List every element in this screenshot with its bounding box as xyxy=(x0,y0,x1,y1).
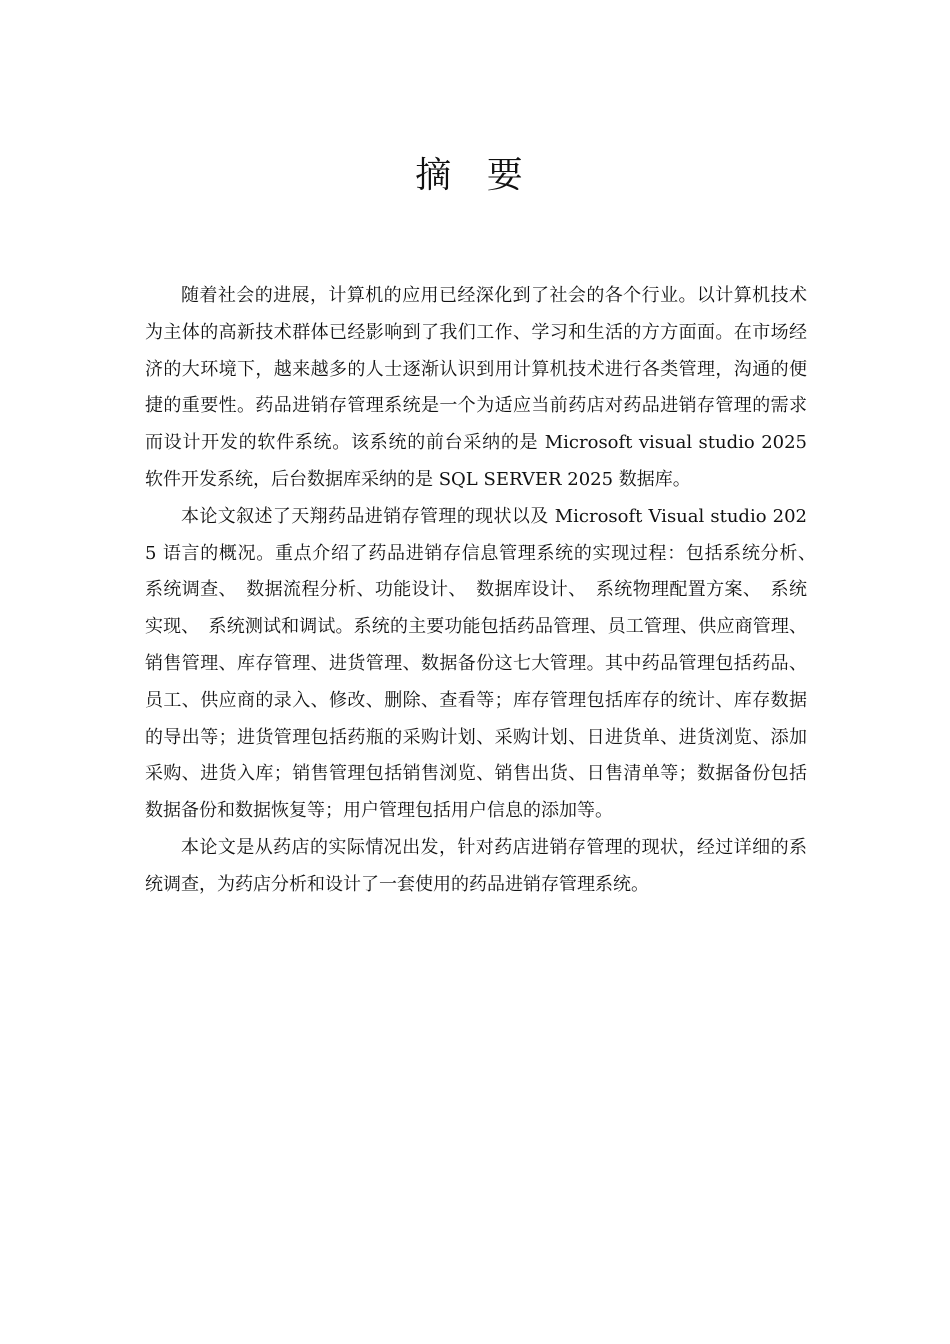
page-title: 摘 要 xyxy=(415,155,535,196)
abstract-paragraph-3: 本论文是从药店的实际情况出发，针对药店进销存管理的现状，经过详细的系统调查，为药店分析和设计了一套使用的药品进销存管理系统。 xyxy=(145,836,807,895)
abstract-paragraph-1: 随着社会的进展，计算机的应用已经深化到了社会的各个行业。以计算机技术为主体的高新技术群体已经影响到了我们工作、学习和生活的方方面面。在市场经济的大环境下，越来越多的人士逐渐认识到用计算机技术进行各类管理，沟通的便捷的重要性。药品进销存管理系统是一个为适应当前药店对药品进销存管理的需求而设计开发的软件系统。该系统的前台采纳的是 Microsoft visual studio 2025 软件开发系统，后台数据库采纳的是 SQL SERVER 2025 数据库。 xyxy=(145,285,807,490)
abstract-paragraph-2: 本论文叙述了天翔药品进销存管理的现状以及 Microsoft Visual studio 2025 语言的概况。重点介绍了药品进销存信息管理系统的实现过程：包括系统分析、 系统调查、 数据流程分析、功能设计、 数据库设计、 系统物理配置方案、 系统实现、 系统测试和调试。系统的主要功能包括药品管理、员工管理、供应商管理、销售管理、库存管理、进货管理、数据备份这七大管理。其中药品管理包括药品、员工、供应商的录入、修改、删除、查看等；库存管理包括库存的统计、库存数据的导出等；进货管理包括药瓶的采购计划、采购计划、日进货单、进货浏览、添加采购、进货入库；销售管理包括销售浏览、销售出货、日售清单等；数据备份包括数据备份和数据恢复等；用户管理包括用户信息的添加等。 xyxy=(145,505,825,822)
abstract-body xyxy=(145,278,825,904)
